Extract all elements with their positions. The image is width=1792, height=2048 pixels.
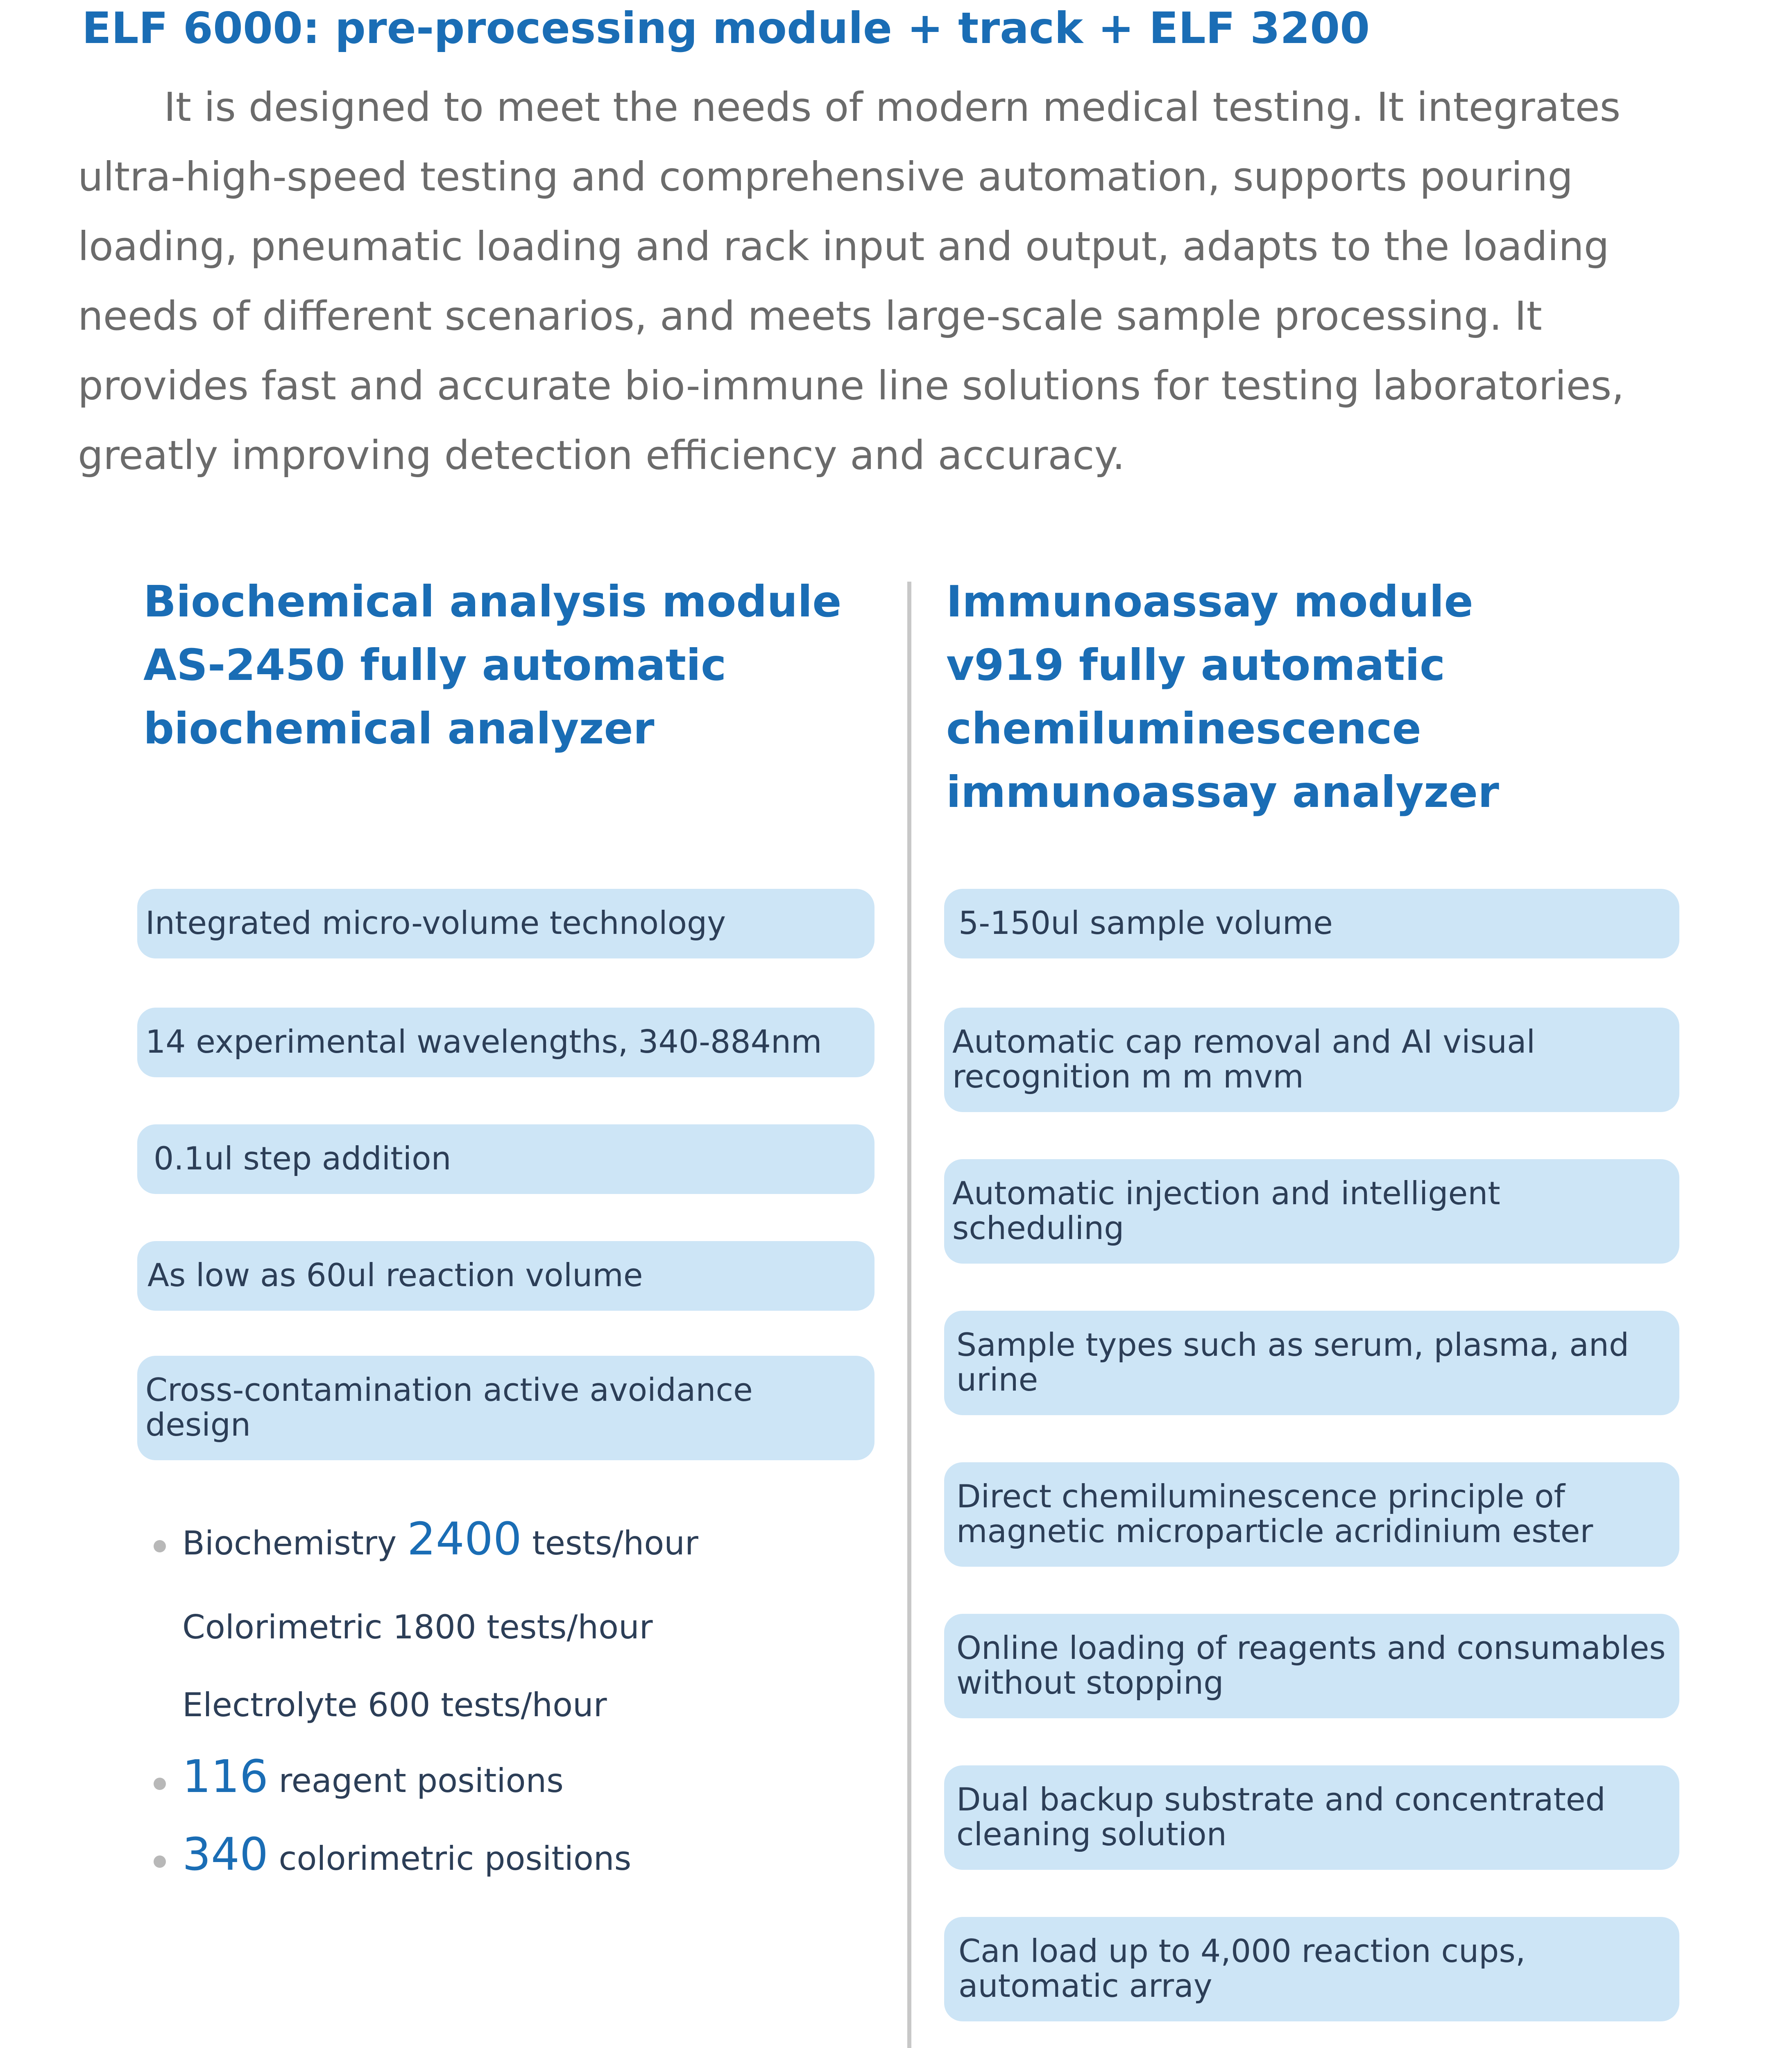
immuno-feature-pill: Dual backup substrate and concentrated cleaning solution [944, 1765, 1679, 1870]
biochem-title-line: biochemical analyzer [143, 705, 655, 754]
immuno-title-line: Immunoassay module [946, 578, 1473, 627]
biochem-title-line: Biochemical analysis module [143, 578, 842, 627]
biochem-stat [154, 1831, 632, 1882]
stat-prefix: Biochemistry [182, 1524, 397, 1563]
biochem-stat [154, 1753, 564, 1804]
biochem-feature-pill: 0.1ul step addition [137, 1124, 874, 1194]
immuno-title-line: chemiluminescence [946, 705, 1421, 754]
intro-paragraph: It is designed to meet the needs of modern medical testing. It integrates ultra-high-speed testing and comprehensive automation, supports pouring loading, pneumatic loading and rack input and output, adapts to the loading needs of different scenarios, and meets large-scale sample processing. It provides fast and accurate bio-immune line solutions for testing laboratories, greatly improving detection efficiency and accuracy. [78, 84, 1624, 479]
column-divider [907, 582, 911, 2048]
stat-suffix: reagent positions [279, 1761, 564, 1800]
bullet-dot-icon [154, 1855, 166, 1867]
biochem-feature-pill: Cross-contamination active avoidance design [137, 1356, 874, 1460]
immuno-feature-pill: Direct chemiluminescence principle of magnetic microparticle acridinium ester [944, 1462, 1679, 1567]
biochem-feature-pill: Integrated micro-volume technology [137, 889, 874, 958]
biochem-title [143, 571, 842, 762]
immuno-feature-pill: Automatic cap removal and AI visual recognition m m mvm [944, 1008, 1679, 1112]
immuno-feature-pill: Sample types such as serum, plasma, and urine [944, 1311, 1679, 1415]
bullet-dot-icon [154, 1539, 166, 1552]
page-title: ELF 6000: pre-processing module + track + ELF 3200 [82, 4, 1370, 53]
stat-value: 116 [182, 1753, 268, 1804]
immuno-title [946, 571, 1499, 825]
immuno-title-line: v919 fully automatic [946, 641, 1445, 690]
biochem-feature-pill: As low as 60ul reaction volume [137, 1241, 874, 1311]
biochem-stat [154, 1516, 698, 1567]
immuno-feature-pill: 5-150ul sample volume [944, 889, 1679, 958]
stat-suffix: colorimetric positions [279, 1839, 632, 1878]
stat-suffix: tests/hour [532, 1524, 698, 1563]
immuno-title-line: immunoassay analyzer [946, 768, 1499, 817]
stat-value: 340 [182, 1831, 268, 1882]
bullet-dot-icon [154, 1777, 166, 1789]
immuno-feature-pill: Can load up to 4,000 reaction cups, automatic array [944, 1917, 1679, 2021]
immuno-feature-pill: Automatic injection and intelligent scheduling [944, 1159, 1679, 1264]
biochem-stat: Colorimetric 1800 tests/hour [182, 1608, 653, 1647]
biochem-stat: Electrolyte 600 tests/hour [182, 1686, 607, 1724]
immuno-feature-pill: Online loading of reagents and consumables without stopping [944, 1614, 1679, 1718]
biochem-title-line: AS-2450 fully automatic [143, 641, 727, 690]
biochem-feature-pill: 14 experimental wavelengths, 340-884nm [137, 1008, 874, 1077]
stat-value: 2400 [407, 1516, 522, 1567]
